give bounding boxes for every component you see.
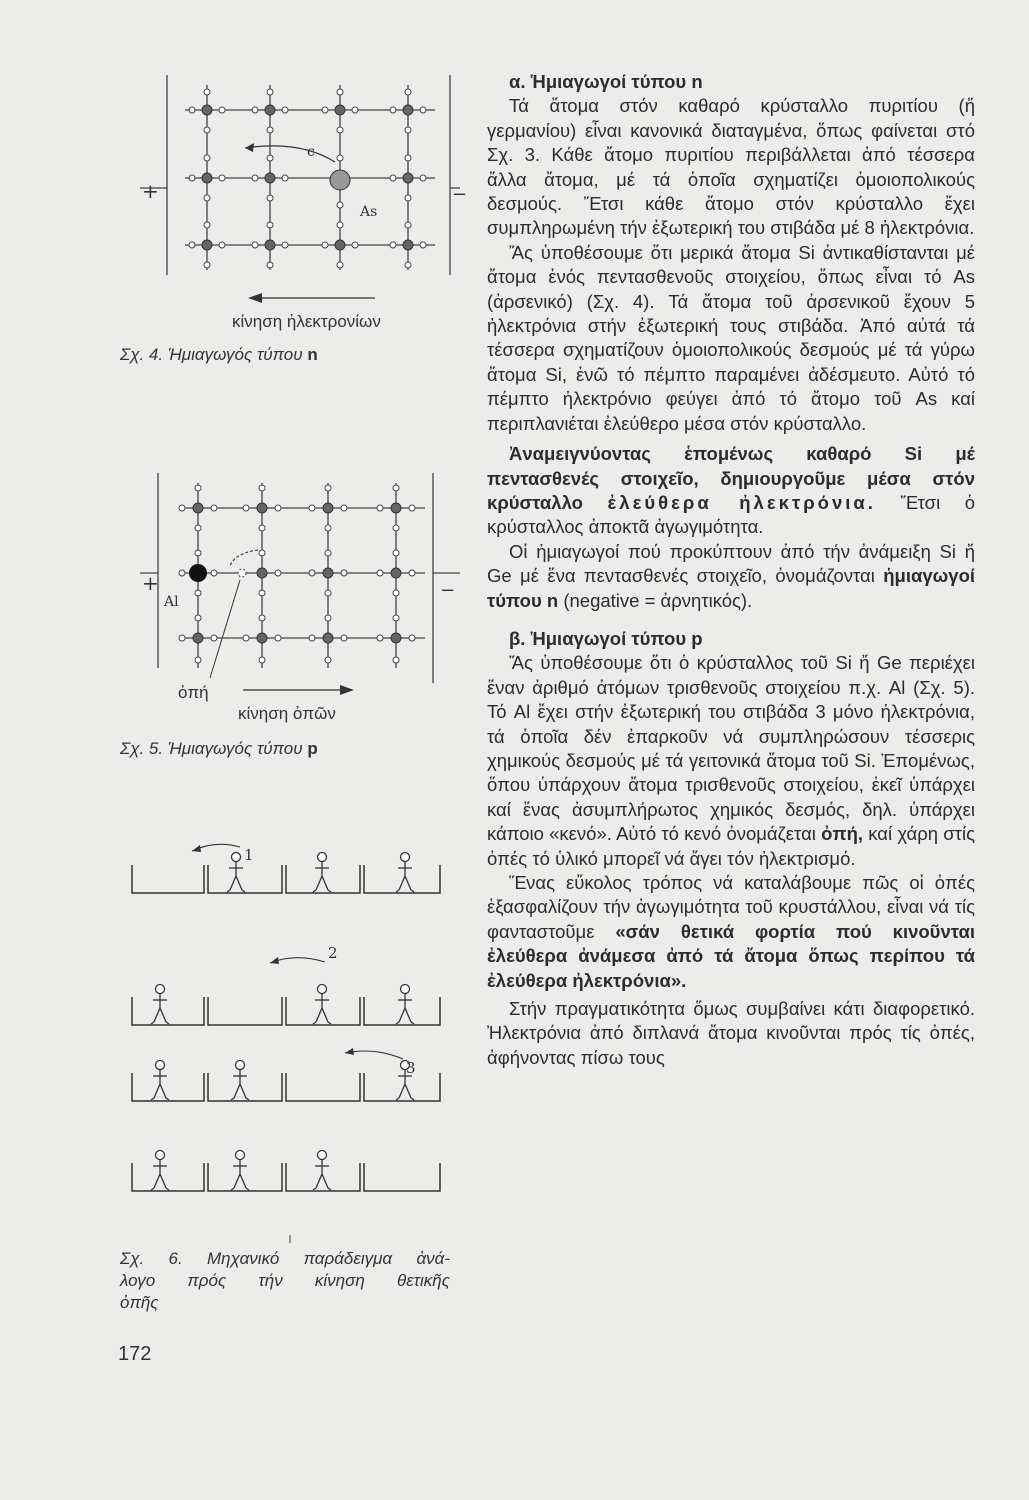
fig4-caption [120,344,318,366]
paragraph-4 [487,540,975,613]
plus-sign: + [142,571,159,595]
step-1-label: 1 [244,846,254,864]
paragraph-6 [487,871,975,993]
fig5-caption-type: p [307,739,318,758]
text-column [487,70,975,1070]
figure-5-p-type-lattice [140,468,460,698]
minus-sign: − [452,184,468,205]
fig4-caption-prefix: Σχ. 4. [120,345,164,364]
hole-marker [238,569,246,577]
fig4-caption-type: n [307,345,318,364]
fig6-caption-line1: Σχ. 6. Μηχανικό παράδειγμα ἀνά- [120,1249,450,1268]
minus-sign: − [440,580,456,601]
step-3-label: 3 [406,1059,416,1077]
paragraph-1: Τά ἄτομα στόν καθαρό κρύσταλλο πυριτίου (ἤ γερμανίου) εἶναι κανονικά διαταγμένα, ὅπως φαίνεται στό Σχ. 3. Κάθε ἄτομο πυριτίου περιβάλλεται ἀπό τέσσερα ἄλλα ἄτομα, μέ τά ὁποῖα σχηματίζει ὁμοιοπολικούς δεσμούς. Ἔτσι κάθε ἄτομο στόν κρύσταλλο ἔχει συμπληρωμένη τήν ἐξωτερική του στιβάδα μέ 8 ἠλεκτρόνια. [487,95,975,239]
fig6-caption [120,1248,450,1314]
paragraph-4-bold: ἡμιαγωγοί τύπου n [487,565,976,611]
paragraph-5-bold: ὀπή, [821,823,864,845]
paragraph-2: Ἄς ὑποθέσουμε ὅτι μερικά ἄτομα Si ἀντικαθίστανται μέ ἄτομα ἑνός πεντασθενοῦς στοιχείου, ὅπως εἶναι τό As (ἀρσενικό) (Σχ. 4). Τά ἄτομα τοῦ ἀρσενικοῦ ἔχουν 5 ἠλεκτρόνια στήν ἐξωτερική τους στιβάδα. Ἀπό αὐτά τά τέσσερα σχηματίζουν ὁμοιοπολικούς δεσμούς μέ τά γύρω ἄτομα Si, ἐνῶ τό πέμπτο παραμένει ἀδέσμευτο. Αὐτό τό πέμπτο ἠλεκτρόνιο φεύγει ἀπό τό ἄτομο τοῦ As καί περιπλανιέται ἐλεύθερο μέσα στόν κρύσταλλο. [487,241,975,434]
fig4-motion-label: κίνηση ἠλεκτρονίων [232,312,381,331]
paragraph-4-b: (negative = ἀρνητικός). [563,589,753,611]
label-as: As [360,204,378,220]
fig5-hole-label: ὀπή [178,683,209,702]
fig6-caption-line3: ὀπῆς [120,1293,159,1312]
heading-p-type: β. Ἡμιαγωγοί τύπου p [509,627,703,649]
paragraph-3 [487,442,975,540]
page-number: 172 [118,1343,152,1365]
paragraph-6-bold: «σάν θετικά φορτία πού κινοῦνται ἐλεύθερα ἀνάμεσα ἀπό τά ἄτομα ὅπως περίπου τά ἐλεύθερα ἠλεκτρόνια». [487,920,975,991]
paragraph-6-a: Ἕνας εὔκολος τρόπος νά καταλάβουμε πῶς οἱ ὀπές ἐξασφαλίζουν τήν ἀγωγιμότητα τοῦ κρυστάλλου, εἶναι νά τίς φανταστοῦμε [487,872,975,942]
heading-n-type: α. Ἡμιαγωγοί τύπου n [509,71,703,92]
as-atom [330,170,350,190]
plus-sign: + [142,179,159,203]
fig6-caption-line2: λογο πρός τήν κίνηση θετικῆς [120,1271,450,1290]
paragraph-5 [487,651,975,871]
paragraph-4-a: Οἱ ἡμιαγωγοί πού προκύπτουν ἀπό τήν ἀνάμειξη Si ἤ Ge μέ ἕνα πεντασθενές στοιχεῖο, ὀνομάζονται [487,540,975,587]
fig5-motion-label: κίνηση ὀπῶν [238,704,336,723]
paragraph-3-bold: Ἀναμειγνύοντας ἑπομένως καθαρό Si μέ πεντασθενές στοιχεῖο, δημιουργοῦμε μέσα στόν κρύσταλλο [487,443,975,513]
fig5-caption-prefix: Σχ. 5. [120,739,164,758]
paragraph-3-spaced: ἐλεύθερα ἠλεκτρόνια. [607,491,876,513]
label-c: c [307,144,315,160]
paragraph-7: Στήν πραγματικότητα ὅμως συμβαίνει κάτι διαφορετικό. Ἠλεκτρόνια ἀπό διπλανά ἄτομα κινοῦνται πρός τίς ὀπές, ἀφήνοντας πίσω τους [487,998,975,1068]
paragraph-5-a: Ἄς ὑποθέσουμε ὅτι ὁ κρύσταλλος τοῦ Si ἤ Ge περιέχει ἕναν ἀριθμό ἀτόμων τρισθενοῦς στοιχείου π.χ. Al (Σχ. 5). Τό Al ἔχει στήν ἐξωτερική του στιβάδα 3 μόνο ἠλεκτρόνια, τά ὁποῖα δέν ἐπαρκοῦν νά συμπληρώσουν τέσσερις χημικούς δεσμούς μέ τά γειτονικά ἄτομα τοῦ Si. Ἑπομένως, ὅπου ὑπάρχουν ἄτομα τρισθενοῦς στοιχείου, ἐκεῖ ὑπάρχει καί ἕνας ἀσυμπλήρωτος χημικός δεσμός, δηλ. ὑπάρχει κάποιο «κενό». Αὐτό τό κενό ὀνομάζεται [487,652,975,845]
paragraph-5-rest: καί χάρη στίς ὀπές τό ὑλικό μπορεῖ νά ἄγει τόν ἠλεκτρισμό. [487,823,976,869]
fig5-caption [120,738,318,760]
label-al: Al [164,594,179,610]
figure-6-mechanical-analogy [120,835,450,1245]
fig4-caption-text: Ἡμιαγωγός τύπου [167,345,303,364]
al-atom [189,564,207,582]
fig5-caption-text: Ἡμιαγωγός τύπου [167,739,303,758]
paragraph-3-rest: Ἔτσι ὁ κρύσταλλος ἀποκτᾶ ἀγωγιμότητα. [487,491,976,538]
figure-4-n-type-lattice [140,70,468,310]
step-2-label: 2 [328,944,338,962]
